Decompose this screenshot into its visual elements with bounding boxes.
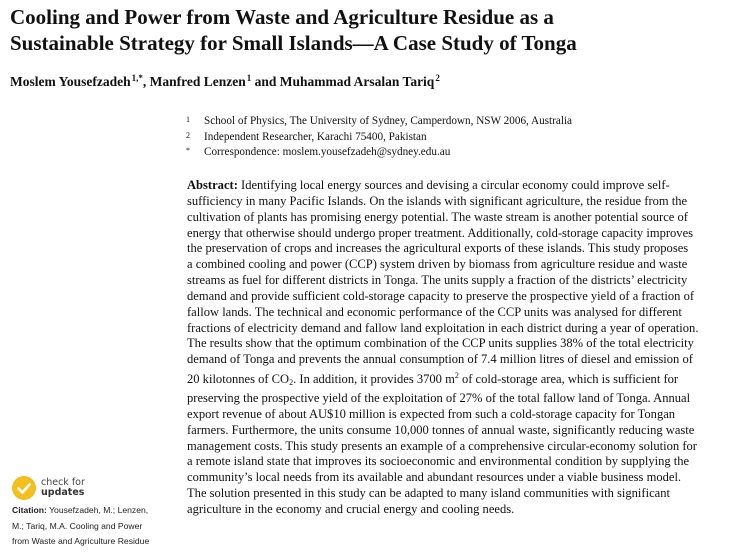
abstract-line: fractions of electricity demand and fallow land exploitation in each district during a year of operation. xyxy=(187,320,699,335)
citation-line: M.; Tariq, M.A. Cooling and Power xyxy=(12,520,143,531)
co2-subscript: 2 xyxy=(289,378,294,388)
affiliations xyxy=(186,114,726,161)
abstract-line: export revenue of about AU$10 million is expected from such a cold-storage capacity for Tongan xyxy=(187,406,676,421)
title-line-2: Sustainable Strategy for Small Islands—A Case Study of Tonga xyxy=(10,31,577,55)
check-for-updates-badge[interactable] xyxy=(12,474,122,502)
title-line-1: Cooling and Power from Waste and Agriculture Residue as a xyxy=(10,5,554,29)
abstract-line: demand and provide sufficient cold-storage capacity to preserve the prospective yield of a fraction of xyxy=(187,288,695,303)
updates-line-2: updates xyxy=(41,487,85,498)
affiliation-text: Independent Researcher, Karachi 75400, Pakistan xyxy=(204,130,427,143)
affiliation-text: School of Physics, The University of Sydney, Camperdown, NSW 2006, Australia xyxy=(204,115,573,127)
abstract-text: . In addition, it provides 3700 m xyxy=(293,372,455,387)
affiliation-mark: 1 xyxy=(186,115,190,124)
abstract-line: The solution presented in this study can be adapted to many island communities with significant xyxy=(187,486,670,501)
abstract-line: streams as fuel for different districts in Tonga. The units supply a fraction of the districts’ electricity xyxy=(187,273,688,288)
citation-line: from Waste and Agriculture Residue xyxy=(12,536,150,546)
abstract-label: Abstract: xyxy=(187,178,238,192)
abstract-line: energy that otherwise should undergo proper treatment. Additionally, cold-storage capacity improves xyxy=(187,225,694,240)
abstract-text: Identifying local energy sources and devising a circular economy could improve self- xyxy=(241,178,670,192)
abstract-line: preserving the prospective yield of the exploitation of 27% of the total fallow land of Tonga. Annual xyxy=(187,390,691,405)
abstract-line xyxy=(187,368,727,391)
affiliation-mark: 2 xyxy=(186,130,190,140)
abstract-line: community’s local needs from its available and abundant resources under a viable business model. xyxy=(187,470,682,485)
citation-line xyxy=(12,503,177,519)
author-separator: , xyxy=(142,74,150,89)
check-circle-icon xyxy=(12,476,36,500)
affiliation-mark: * xyxy=(186,146,190,155)
updates-line-1: check for xyxy=(41,477,85,488)
author-name[interactable]: Muhammad Arsalan Tariq xyxy=(279,74,435,89)
abstract-line: a remote island state that improves its socioeconomic and environmental condition by supplying the xyxy=(187,454,690,469)
abstract-line: fallow lands. The technical and economic performance of the CCP units was analysed for different xyxy=(187,304,682,319)
correspondence-email[interactable]: Correspondence: moslem.yousefzadeh@sydney.edu.au xyxy=(204,146,451,158)
abstract-line xyxy=(187,178,727,194)
abstract-line: farmers. Furthermore, the units consume 10,000 tonnes of annual waste, significantly reducing waste xyxy=(187,422,695,437)
author-list xyxy=(10,70,730,90)
paper-title xyxy=(10,4,732,56)
abstract-line: cultivation of plants has promising energy potential. The waste stream is another potential source of xyxy=(187,209,688,224)
abstract-line: demand of Tonga and prevents the annual consumption of 7.4 million litres of diesel and emission of xyxy=(187,352,693,367)
abstract-line: The results show that the optimum combination of the CCP units supplies 38% of the total electricity xyxy=(187,336,694,351)
author-name[interactable]: Manfred Lenzen xyxy=(149,74,246,89)
author-separator: and xyxy=(251,74,280,89)
abstract xyxy=(187,178,727,518)
citation-label: Citation: xyxy=(12,505,47,515)
author-mark: 1,* xyxy=(131,73,143,83)
abstract-text: 20 kilotonnes of CO xyxy=(187,372,290,387)
abstract-line: a combined cooling and power (CCP) system driven by biomass from agriculture residue and waste xyxy=(187,257,688,272)
author-mark: 1 xyxy=(246,73,252,83)
abstract-line: sufficiency in many Pacific Islands. On the islands with significant agriculture, the residue from the xyxy=(187,193,688,208)
abstract-line: agriculture in the economy and crucial energy and cooling needs. xyxy=(187,501,515,516)
author-mark: 2 xyxy=(435,73,440,83)
m2-superscript: 2 xyxy=(454,371,459,381)
citation-text: Yousefzadeh, M.; Lenzen, xyxy=(49,505,149,515)
updates-label xyxy=(41,478,85,498)
affiliation-item xyxy=(186,130,726,146)
author-name[interactable]: Moslem Yousefzadeh xyxy=(10,74,131,89)
abstract-text: of cold-storage area, which is sufficient for xyxy=(458,372,679,387)
abstract-line: the preservation of crops and increases the agricultural exports of these islands. This study proposes xyxy=(187,241,689,256)
abstract-line: management costs. This study presents an example of a comprehensive circular-economy solution for xyxy=(187,438,697,453)
citation-block xyxy=(12,503,177,550)
affiliation-item xyxy=(186,114,726,130)
correspondence xyxy=(186,145,726,161)
